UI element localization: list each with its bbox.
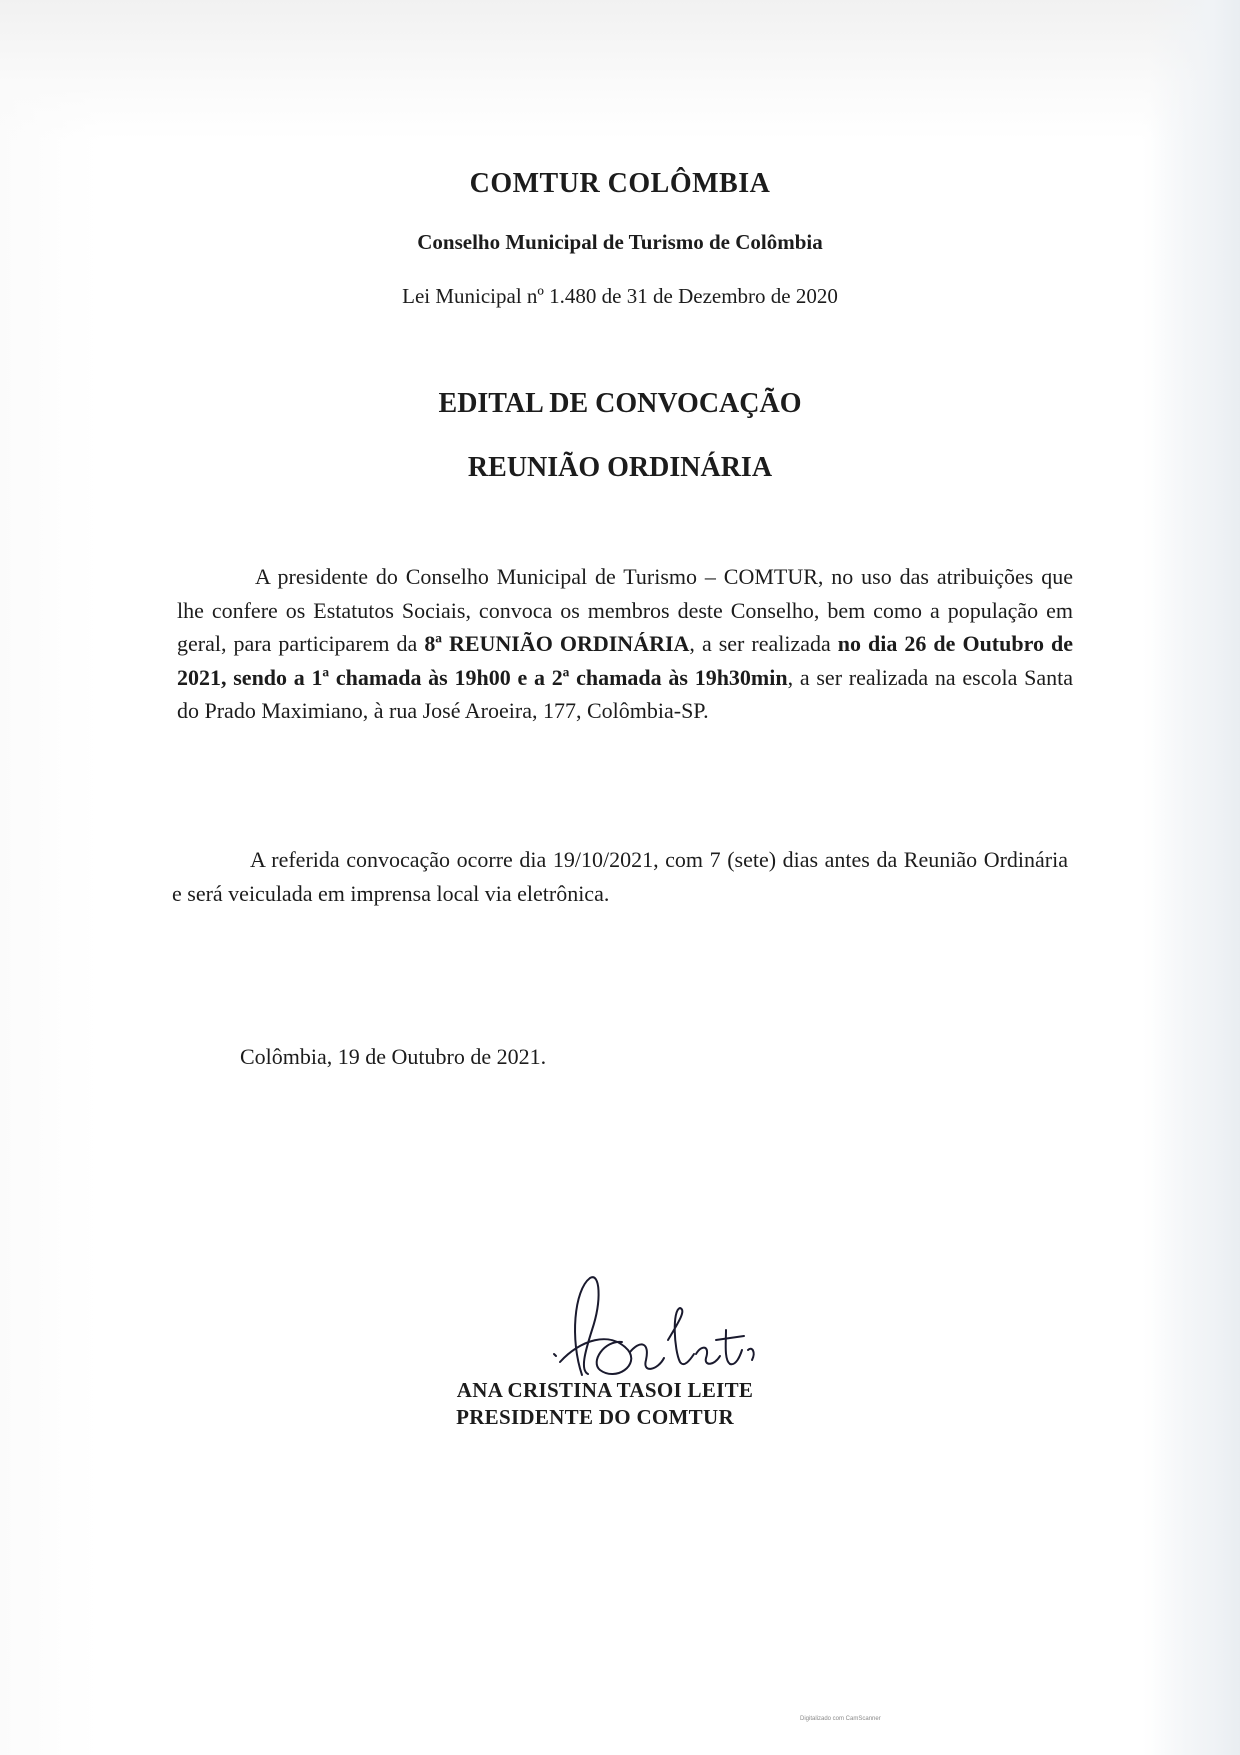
handwritten-signature bbox=[530, 1270, 770, 1390]
publication-paragraph bbox=[172, 843, 1068, 910]
meeting-date-time: no dia 26 de Outubro de 2021, sendo a 1ª chamada às 19h00 e a 2ª chamada às 19h30min bbox=[177, 631, 1073, 690]
paragraph-text: A referida convocação ocorre dia 19/10/2021, com 7 (sete) dias antes da Reunião Ordinária e será veiculada em imprensa local via eletrônica. bbox=[172, 847, 1068, 906]
notice-heading: EDITAL DE CONVOCAÇÃO bbox=[438, 388, 802, 419]
scan-shadow-right bbox=[1150, 0, 1240, 1755]
signer-role: PRESIDENTE DO COMTUR bbox=[456, 1405, 734, 1429]
dateline: Colômbia, 19 de Outubro de 2021. bbox=[240, 1044, 547, 1069]
meeting-name: 8ª REUNIÃO ORDINÁRIA bbox=[424, 631, 690, 656]
law-reference: Lei Municipal nº 1.480 de 31 de Dezembro de 2020 bbox=[402, 284, 838, 308]
paragraph-text: , a ser realizada bbox=[689, 631, 838, 656]
signer-name: ANA CRISTINA TASOI LEITE bbox=[456, 1378, 754, 1402]
council-name: Conselho Municipal de Turismo de Colômbia bbox=[417, 230, 823, 254]
scan-shadow-top bbox=[0, 0, 1240, 140]
notice-subheading: REUNIÃO ORDINÁRIA bbox=[467, 452, 773, 483]
paragraph-text: , a ser realizada na escola Santa do Prado Maximiano, à rua José Aroeira, 177, Colômbia-SP. bbox=[177, 664, 1073, 723]
document-title: COMTUR COLÔMBIA bbox=[469, 168, 771, 199]
scanner-watermark: Digitalizado com CamScanner bbox=[800, 1716, 881, 1722]
convocation-paragraph bbox=[177, 560, 1073, 728]
paragraph-text: A presidente do Conselho Municipal de Turismo – COMTUR, no uso das atribuições que lhe confere os Estatutos Sociais, convoca os membros deste Conselho, bem como a população em geral, para participarem da bbox=[177, 564, 1073, 656]
